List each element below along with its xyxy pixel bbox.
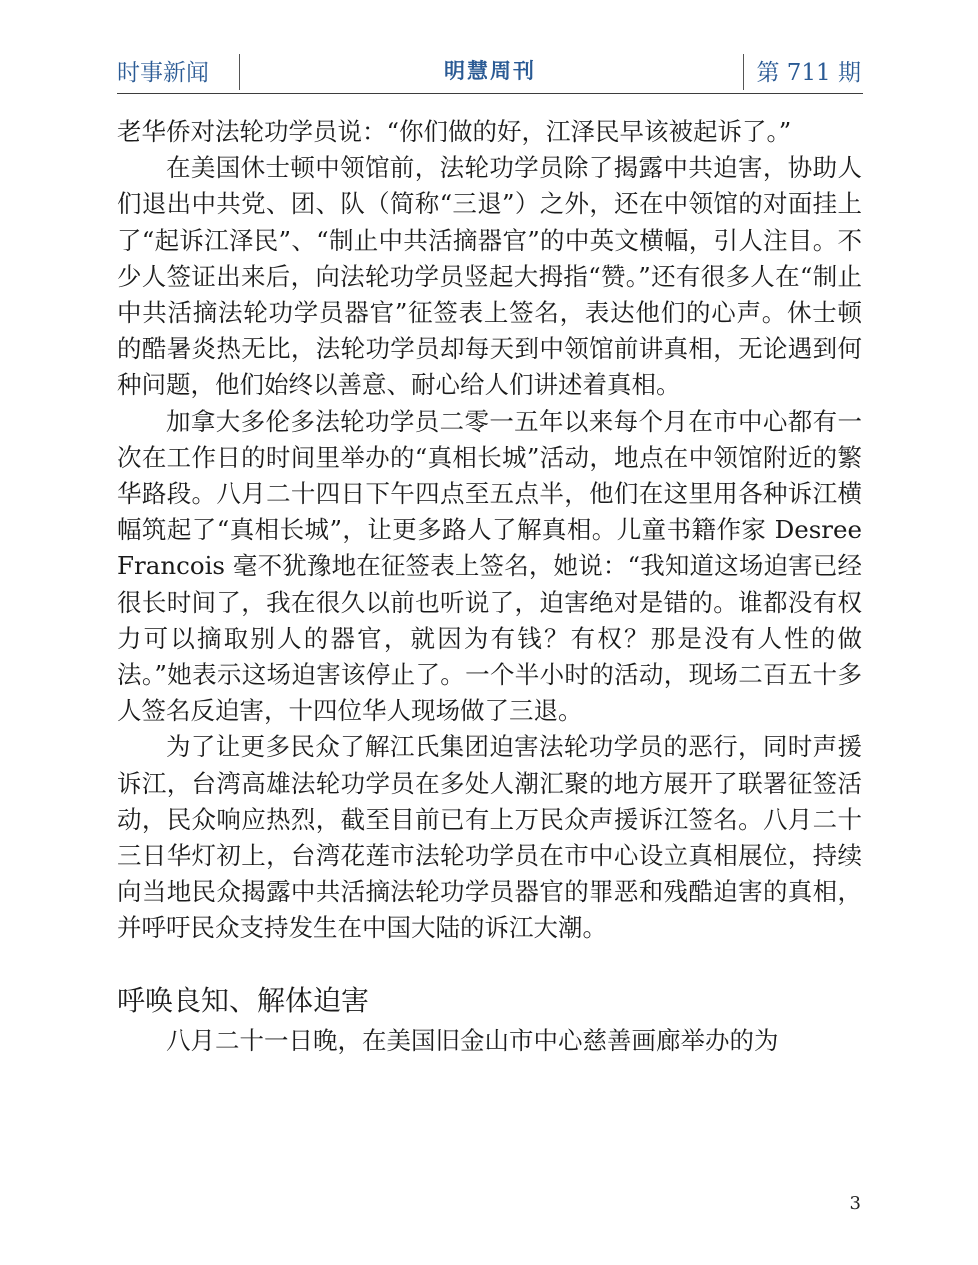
article-paragraph: 在美国休士顿中领馆前，法轮功学员除了揭露中共迫害，协助人们退出中共党、团、队（简称“三退”）之外，还在中领馆的对面挂上了“起诉江泽民”、“制止中共活摘器官”的中英文横幅，引人注目。不少人签证出来后，向法轮功学员竖起大拇指“赞。”还有很多人在“制止中共活摘法轮功学员器官”征签表上签名，表达他们的心声。休士顿的酷暑炎热无比，法轮功学员却每天到中领馆前讲真相，无论遇到何种问题，他们始终以善意、耐心给人们讲述着真相。 — [117, 153, 862, 400]
header-divider-right — [743, 54, 744, 90]
header-publication-title: 明慧周刊 — [444, 59, 536, 83]
article-paragraph: 老华侨对法轮功学员说：“你们做的好，江泽民早该被起诉了。” — [117, 117, 792, 146]
section-heading: 呼唤良知、解体迫害 — [117, 983, 370, 1017]
article-paragraph: 八月二十一日晚，在美国旧金山市中心慈善画廊举办的为 — [166, 1025, 779, 1055]
article-paragraph: 为了让更多民众了解江氏集团迫害法轮功学员的恶行，同时声援诉江，台湾高雄法轮功学员在多处人潮汇聚的地方展开了联署征签活动，民众响应热烈，截至目前已有上万民众声援诉江签名。八月二十三日华灯初上，台湾花莲市法轮功学员在市中心设立真相展位，持续向当地民众揭露中共活摘法轮功学员器官的罪恶和残酷迫害的真相，并呼吁民众支持发生在中国大陆的诉江大潮。 — [117, 732, 862, 943]
page-header — [117, 48, 863, 94]
header-section-label: 时事新闻 — [117, 60, 209, 86]
page-number: 3 — [849, 1193, 861, 1214]
header-issue-number: 第 711 期 — [756, 60, 861, 86]
article-paragraph: 加拿大多伦多法轮功学员二零一五年以来每个月在市中心都有一次在工作日的时间里举办的“真相长城”活动，地点在中领馆附近的繁华路段。八月二十四日下午四点至五点半，他们在这里用各种诉江横幅筑起了“真相长城”，让更多路人了解真相。儿童书籍作家 Desree Francois 毫不犹豫地在征签表上签名，她说：“我知道这场迫害已经很长时间了，我在很久以前也听说了，迫害绝对是错的。谁都没有权力可以摘取别人的器官，就因为有钱？有权？那是没有人性的做法。”她表示这场迫害该停止了。一个半小时的活动，现场二百五十多人签名反迫害，十四位华人现场做了三退。 — [117, 406, 862, 726]
article-body — [117, 114, 862, 1059]
